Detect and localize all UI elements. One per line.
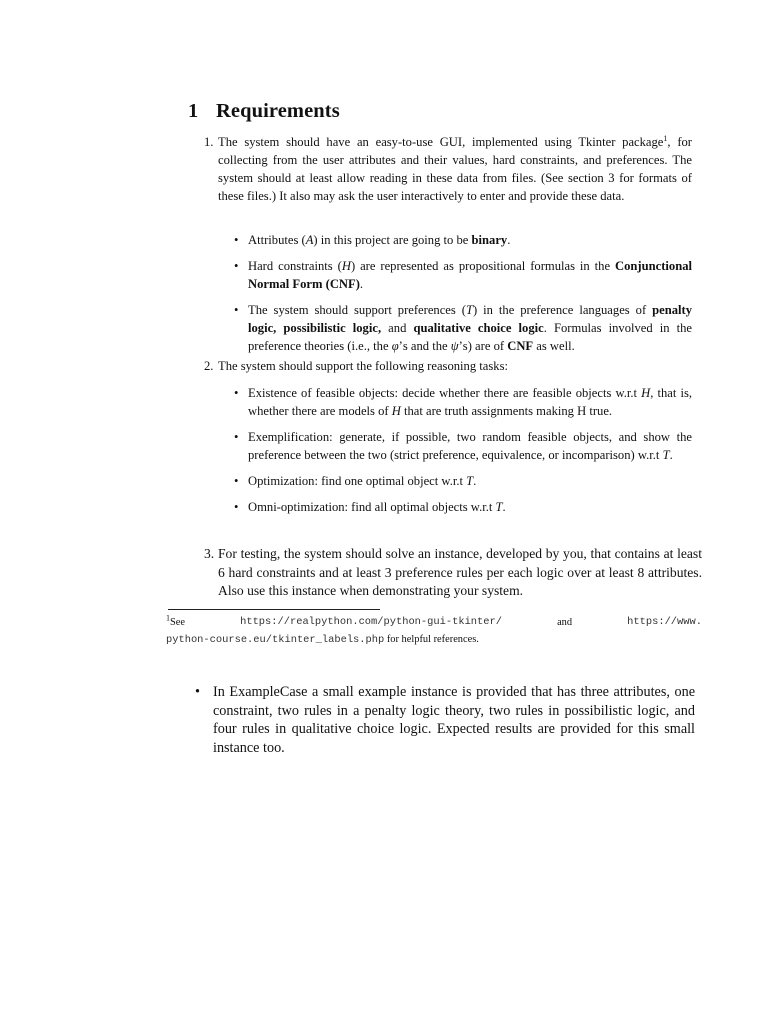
item-label: 3. [204,546,215,561]
list-item: • Hard constraints (H) are represented as propositional formulas in the Conjunctional Normal Form (CNF). [234,259,692,291]
list-item: • Existence of feasible objects: decide whether there are feasible objects w.r.t H, that is, whether there are models of H that are truth assignments making H true. [234,386,692,418]
footnote-link-python-course[interactable]: python-course.eu/tkinter_labels.php [166,634,385,646]
item-text: The system should support the following reasoning tasks: [218,359,508,373]
footnote-link-python-course-start[interactable]: https://www. [627,616,702,628]
requirement-item-3 [204,545,702,601]
footnote-marker: 1 [663,133,668,143]
item-text: For testing, the system should solve an instance, developed by you, that contains at least 6 hard constraints and at least 3 preference rules per each logic over at least 8 attributes. Also use this instance when demonstrating your system. [218,546,702,598]
list-item: • Optimization: find one optimal object w.r.t T. [234,474,477,488]
list-item: • Exemplification: generate, if possible, two random feasible objects, and show the preference between the two (strict preference, equivalence, or incomparison) w.r.t T. [234,430,692,462]
section-title: Requirements [216,100,340,122]
footnote-link-realpython[interactable]: https://realpython.com/python-gui-tkinter/ [240,616,502,628]
footnote: $^1$See https://realpython.com/python-gui-tkinter/ and https://www. python-course.eu/tkinter_labels.php for helpful references. [166,613,702,646]
item-1-bullets [234,231,693,363]
section-heading [188,100,340,123]
item-label: 2. [204,359,214,373]
item-text: The system should have an easy-to-use GUI, implemented using Tkinter package$^1$, for collecting from the user attributes and their values, hard constraints, and preferences. The system should at least allow reading in these data from files. (See section 3 for formats of these files.) It also may ask the user interactively to enter and provide these data. [218,133,692,203]
item-2-bullets [234,384,692,524]
section-number: 1 [188,100,199,122]
list-item: • Attributes (A) in this project are going to be binary. [234,233,511,247]
item-label: 1. [204,135,214,149]
list-item: • The system should support preferences (T) in the preference languages of penalty logic, possibilistic logic, and qualitative choice logic. Formulas involved in the preference theories (i.e., the φ’s and the ψ’s) are of CNF as well. [234,303,693,353]
requirement-item-1 [204,133,692,205]
requirement-item-2 [204,357,692,375]
example-case-bullet: • In ExampleCase a small example instance is provided that has three attributes, one constraint, two rules in a penalty logic theory, two rules in possibilistic logic, and four rules in qualitative choice logic. Expected results are provided for this small instance too. [195,684,695,756]
footnote-rule [168,609,380,610]
list-item: • Omni-optimization: find all optimal objects w.r.t T. [234,500,506,514]
